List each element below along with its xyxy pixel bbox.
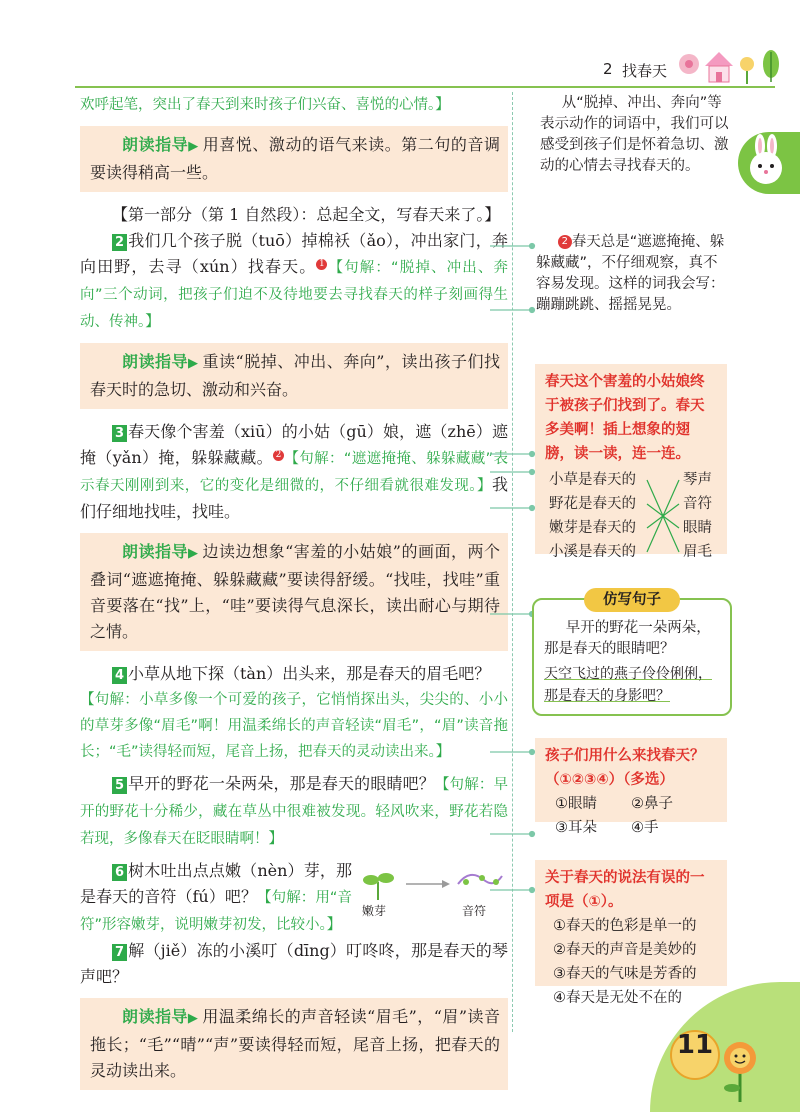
reading-guide-2 xyxy=(80,343,508,409)
lesson-number: 2 xyxy=(603,60,613,78)
quiz-question: 春天这个害羞的小姑娘终于被孩子们找到了。春天多美啊！插上想象的翅膀，读一读，连一连。 xyxy=(545,374,705,462)
match-right-item: 琴声 xyxy=(683,472,712,488)
paragraph-text: 小草从地下探（tàn）出头来，那是春天的眉毛吧？ xyxy=(128,664,491,683)
play-arrow-icon: ▶ xyxy=(188,139,199,154)
paragraph-text: 解（jiě）冻的小溪叮（dīng）叮咚咚，那是春天的琴声吧？ xyxy=(80,941,508,986)
paragraph-1-note-tail: 欢呼起笔，突出了春天到来时孩子们兴奋、喜悦的心情。】 xyxy=(80,97,450,113)
smiling-flower-icon xyxy=(720,1040,760,1104)
imitation-writing-box xyxy=(532,592,732,716)
play-arrow-icon: ▶ xyxy=(187,1011,199,1026)
side-note-2-text: 春天总是“遮遮掩掩、躲躲藏藏”，不仔细观察，真不容易发现。这样的词我会写：蹦蹦跳跳、摇摇晃晃。 xyxy=(536,234,725,313)
reading-guide-text: 用温柔绵长的声音轻读“眉毛”，“眉”读音拖长；“毛”“晴”“声”要读得轻而短，尾音上扬，把春天的灵动读出来。 xyxy=(90,1007,500,1080)
quiz-option: ③耳朵 xyxy=(555,820,597,836)
paragraph-2 xyxy=(80,228,508,335)
match-left-item: 嫩芽是春天的 xyxy=(549,520,636,536)
page-header xyxy=(0,0,800,96)
imitation-answer: 天空飞过的燕子伶伶俐俐，那是春天的身影吧？ xyxy=(544,666,712,704)
match-right-item: 眉毛 xyxy=(683,544,712,560)
quiz-option: ④春天是无处不在的 xyxy=(553,990,682,1006)
quiz-options xyxy=(545,792,717,840)
matching-area xyxy=(545,468,717,580)
paragraph-number: 3 xyxy=(112,425,127,442)
paragraph-5 xyxy=(80,771,508,852)
match-right-item: 音符 xyxy=(683,496,712,512)
side-note-1: 从“脱掉、冲出、奔向”等表示动作的词语中，我们可以感受到孩子们是怀着急切、激动的心情去寻找春天的。 xyxy=(540,95,729,174)
sentence-note: 【句解：用“音符”形容嫩芽，说明嫩芽初发，比较小。】 xyxy=(80,890,352,933)
matching-lines xyxy=(645,468,681,568)
paragraph-text-cont: 我们仔细地找哇，找哇。 xyxy=(80,475,508,521)
main-text-column xyxy=(80,92,508,1100)
sentence-note-4: 【句解：小草多像一个可爱的孩子，它悄悄探出头，尖尖的、小小的草芽多像“眉毛”啊！用温柔绵长的声音轻读“眉毛”，“眉”读音拖长；“毛”读得轻而短，尾音上扬，把春天的灵动读出来。】 xyxy=(80,692,508,760)
side-note-2 xyxy=(536,232,728,316)
paragraph-text: 树木吐出点点嫩（nèn）芽，那是春天的音符（fú）吧？ xyxy=(80,861,352,906)
paragraph-number: 2 xyxy=(112,234,127,251)
paragraph-text: 我们几个孩子脱（tuō）掉棉袄（ǎo），冲出家门，奔向田野，去寻（xún）找春天。 xyxy=(80,231,508,276)
play-arrow-icon: ▶ xyxy=(188,356,199,371)
paragraph-number: 6 xyxy=(112,864,127,881)
sentence-note: 【句解：早开的野花十分稀少，藏在草丛中很难被发现。轻风吹来，野花若隐若现，多像春天在眨眼睛啊！】 xyxy=(80,777,508,847)
paragraph-text: 早开的野花一朵两朵，那是春天的眼睛吧？ xyxy=(128,774,435,793)
match-left-item: 小草是春天的 xyxy=(549,472,636,488)
note-marker: 2 xyxy=(558,235,572,249)
paragraph-number: 5 xyxy=(112,777,127,794)
single-choice-quiz xyxy=(535,860,727,1006)
sentence-note: 【句解：“遮遮掩掩、躲躲藏藏”表示春天刚刚到来，它的变化是细微的，不仔细看就很难发现。】 xyxy=(80,451,508,494)
quiz-option: ①春天的色彩是单一的 xyxy=(553,918,697,934)
paragraph-6-block xyxy=(80,858,508,938)
reading-guide-label: 朗读指导 xyxy=(122,1007,188,1026)
reading-guide-label: 朗读指导 xyxy=(122,542,189,561)
section-summary: 【第一部分（第 1 自然段）：总起全文，写春天来了。】 xyxy=(112,205,501,224)
column-divider xyxy=(512,92,514,1032)
quiz-option: ④手 xyxy=(631,820,659,836)
quiz-option: ②鼻子 xyxy=(631,796,673,812)
reading-guide-text: 边读边想象“害羞的小姑娘”的画面，两个叠词“遮遮掩掩、躲躲藏藏”要读得舒缓。“找哇，找哇”重音要落在“找”上，“哇”要读得气息深长，读出耐心与期待之情。 xyxy=(90,542,500,641)
reading-guide-text: 重读“脱掉、冲出、奔向”，读出孩子们找春天时的急切、激动和兴奋。 xyxy=(90,352,500,399)
note-marker: 1 xyxy=(316,259,327,270)
paragraph-text: 春天像个害羞（xiū）的小姑（gū）娘，遮（zhē）遮掩（yǎn）掩，躲躲藏藏。 xyxy=(80,422,508,467)
page-number: 11 xyxy=(676,1030,714,1060)
imitation-title: 仿写句子 xyxy=(584,588,680,612)
paragraph-3 xyxy=(80,419,508,525)
paragraph-number: 7 xyxy=(112,944,127,961)
quiz-question: 关于春天的说法有误的一项是（①）。 xyxy=(545,870,705,910)
sprout-to-note-illustration xyxy=(358,860,508,918)
reading-guide-label: 朗读指导 xyxy=(122,135,189,154)
reading-guide-4 xyxy=(80,998,508,1090)
quiz-question: 孩子们用什么来找春天？（①②③④）（多选） xyxy=(545,748,705,788)
quiz-option: ③春天的气味是芳香的 xyxy=(553,966,697,982)
paragraph-number: 4 xyxy=(112,667,127,684)
match-left-item: 小溪是春天的 xyxy=(549,544,636,560)
reading-guide-1 xyxy=(80,126,508,192)
sentence-note: 【句解：“脱掉、冲出、奔向”三个动词，把孩子们迫不及待地要去寻找春天的样子刻画得生动、传神。】 xyxy=(80,260,508,330)
matching-right-items xyxy=(683,468,712,564)
sprout-arrow-note-icon xyxy=(358,860,508,904)
match-left-item: 野花是春天的 xyxy=(549,496,636,512)
play-arrow-icon: ▶ xyxy=(188,546,199,561)
bunny-side-tab-icon xyxy=(738,132,800,194)
note-marker: 2 xyxy=(273,450,284,461)
lesson-title: 找春天 xyxy=(622,62,668,80)
illustration-caption-note: 音符 xyxy=(462,904,487,918)
illustration-caption-sprout: 嫩芽 xyxy=(362,904,387,918)
paragraph-4 xyxy=(80,661,508,687)
reading-guide-text: 用喜悦、激动的语气来读。第二句的音调要读得稍高一些。 xyxy=(90,135,500,182)
imitation-model-sentence: 早开的野花一朵两朵，那是春天的眼睛吧？ xyxy=(544,620,711,657)
quiz-option: ②春天的声音是美妙的 xyxy=(553,942,697,958)
house-flower-decoration-icon xyxy=(675,42,785,86)
reading-guide-label: 朗读指导 xyxy=(122,352,189,371)
quiz-option: ①眼睛 xyxy=(555,796,597,812)
matching-left-items xyxy=(549,468,636,564)
matching-quiz xyxy=(535,364,727,560)
paragraph-7 xyxy=(80,938,508,990)
reading-guide-3 xyxy=(80,533,508,651)
multiple-choice-quiz xyxy=(535,738,727,836)
match-right-item: 眼睛 xyxy=(683,520,712,536)
header-divider xyxy=(75,86,775,88)
